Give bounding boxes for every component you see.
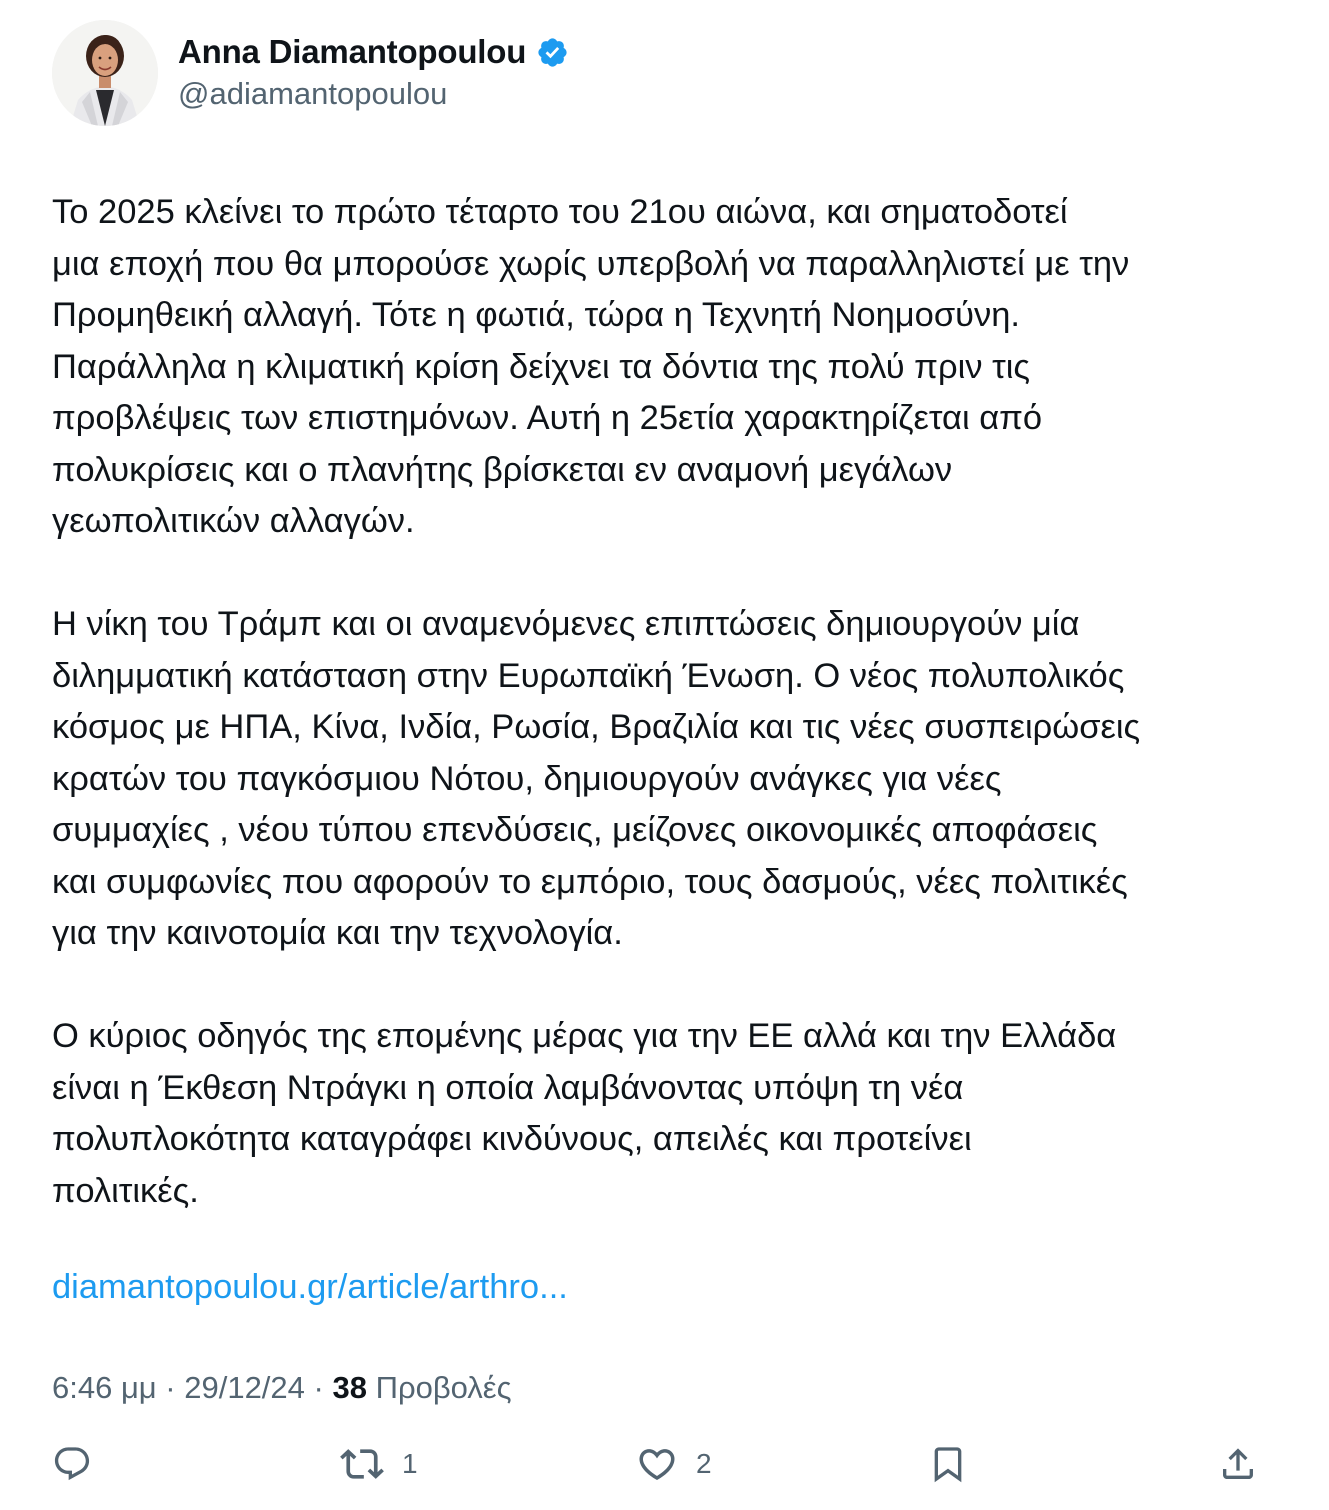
like-count: 2 (696, 1448, 712, 1479)
tweet-text-line: διλημματική κατάσταση στην Ευρωπαϊκή Ένωση. Ο νέος πολυπολικός (52, 656, 1125, 695)
tweet-text-line: Το 2025 κλείνει το πρώτο τέταρτο του 21ου αιώνα, και σηματοδοτεί (52, 193, 1068, 231)
like-button[interactable] (636, 1442, 712, 1486)
tweet-text-line: Προμηθεική αλλαγή. Τότε η φωτιά, τώρα η Τεχνητή Νοημοσύνη. (52, 296, 1021, 334)
article-link[interactable]: diamantopoulou.gr/article/arthro... (52, 1268, 568, 1306)
author-handle[interactable]: @adiamantopoulou (178, 76, 448, 111)
tweet-text (52, 187, 1277, 1217)
tweet-text-line: Ο κύριος οδηγός της επομένης μέρας για την ΕΕ αλλά και την Ελλάδα (52, 1017, 1117, 1055)
meta-separator: · (304, 1370, 333, 1405)
reply-icon (52, 1444, 92, 1484)
reply-button[interactable] (52, 1442, 92, 1486)
bookmark-icon (928, 1444, 968, 1484)
tweet-text-line: πολυκρίσεις και ο πλανήτης βρίσκεται εν αναμονή μεγάλων (52, 450, 953, 489)
tweet-text-line: είναι η Έκθεση Ντράγκι η οποία λαμβάνοντας υπόψη τη νέα (52, 1068, 964, 1107)
tweet-text-line: συμμαχίες , νέου τύπου επενδύσεις, μείζονες οικονομικές αποφάσεις (52, 811, 1098, 849)
tweet-text-line: Η νίκη του Τράμπ και οι αναμενόμενες επιπτώσεις δημιουργούν μία (52, 605, 1080, 643)
tweet-meta (52, 1366, 512, 1410)
retweet-count: 1 (402, 1448, 418, 1479)
author-name-row (178, 30, 569, 74)
bookmark-button[interactable] (928, 1442, 968, 1486)
share-icon (1218, 1444, 1258, 1484)
verified-badge-icon (536, 36, 569, 69)
paragraph-gap (52, 960, 1277, 1012)
tweet-text-line: κόσμος με ΗΠΑ, Κίνα, Ινδία, Ρωσία, Βραζιλία και τις νέες συσπειρώσεις (52, 708, 1141, 746)
tweet-text-line: πολυπλοκότητα καταγράφει κινδύνους, απειλές και προτείνει (52, 1120, 972, 1158)
author-avatar[interactable] (52, 20, 158, 126)
tweet-time[interactable]: 6:46 μμ (52, 1370, 157, 1405)
share-button[interactable] (1218, 1442, 1258, 1486)
tweet-text-line: πολιτικές. (52, 1171, 199, 1210)
views-label: Προβολές (366, 1370, 512, 1405)
tweet-text-line: κρατών του παγκόσμιου Νότου, δημιουργούν ανάγκες για νέες (52, 759, 1002, 798)
paragraph-gap (52, 548, 1277, 600)
tweet-text-line: Παράλληλα η κλιματική κρίση δείχνει τα δόντια της πολύ πριν τις (52, 347, 1031, 386)
retweet-button[interactable] (340, 1442, 418, 1486)
tweet-text-line: προβλέψεις των επιστημόνων. Αυτή η 25ετία χαρακτηρίζεται από (52, 399, 1043, 437)
tweet-text-line: για την καινοτομία και την τεχνολογία. (52, 914, 623, 952)
avatar-image (52, 20, 158, 126)
heart-icon (636, 1443, 678, 1485)
meta-separator: · (156, 1370, 185, 1405)
retweet-icon (340, 1442, 384, 1486)
tweet-date[interactable]: 29/12/24 (184, 1370, 305, 1405)
views-count: 38 (332, 1370, 367, 1405)
tweet-text-line: μια εποχή που θα μπορούσε χωρίς υπερβολή να παραλληλιστεί με την (52, 244, 1130, 283)
tweet-text-line: γεωπολιτικών αλλαγών. (52, 502, 415, 540)
tweet-text-line: και συμφωνίες που αφορούν το εμπόριο, τους δασμούς, νέες πολιτικές (52, 862, 1128, 901)
author-name[interactable]: Anna Diamantopoulou (178, 33, 527, 70)
